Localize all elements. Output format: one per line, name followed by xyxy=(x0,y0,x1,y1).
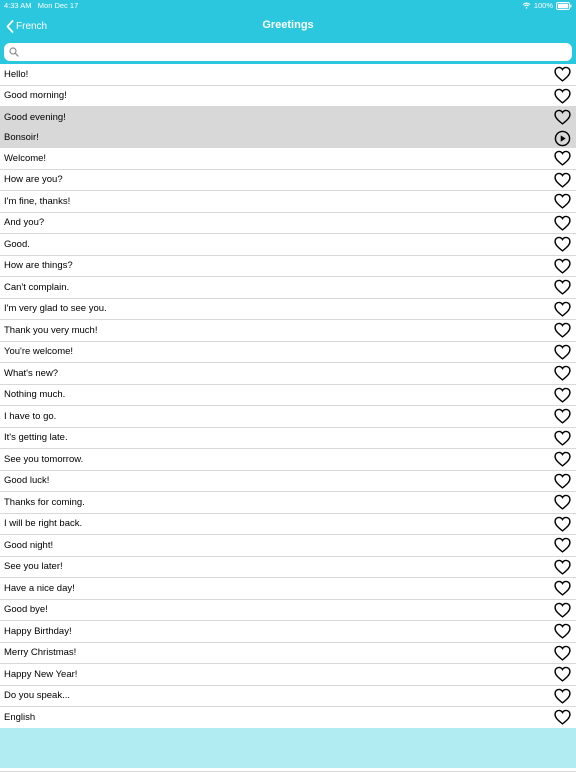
list-item[interactable] xyxy=(0,428,576,450)
list-item-label: Hello! xyxy=(4,68,29,80)
status-right xyxy=(522,1,572,10)
heart-icon[interactable] xyxy=(554,473,571,490)
nav-bar xyxy=(0,12,576,40)
heart-icon[interactable] xyxy=(554,623,571,640)
list-item[interactable] xyxy=(0,707,576,729)
status-time xyxy=(4,1,78,10)
list-item[interactable] xyxy=(0,664,576,686)
heart-icon[interactable] xyxy=(554,279,571,296)
heart-icon[interactable] xyxy=(554,559,571,576)
status-clock: 4:33 AM xyxy=(4,1,32,10)
list-item[interactable] xyxy=(0,514,576,536)
list-item-label: Can't complain. xyxy=(4,281,70,293)
heart-icon[interactable] xyxy=(554,451,571,468)
heart-icon[interactable] xyxy=(554,580,571,597)
wifi-icon xyxy=(522,2,531,9)
list-item[interactable] xyxy=(0,320,576,342)
page-title: Greetings xyxy=(262,19,314,31)
list-item[interactable] xyxy=(0,363,576,385)
back-label: French xyxy=(16,20,48,32)
list-item[interactable] xyxy=(0,686,576,708)
heart-icon[interactable] xyxy=(554,645,571,662)
list-item-label: Thanks for coming. xyxy=(4,496,85,508)
phrase-list xyxy=(0,64,576,728)
list-item-label: Merry Christmas! xyxy=(4,647,77,659)
heart-icon[interactable] xyxy=(554,172,571,189)
list-item[interactable] xyxy=(0,277,576,299)
heart-icon[interactable] xyxy=(554,365,571,382)
list-item[interactable] xyxy=(0,64,576,86)
list-item-label: What's new? xyxy=(4,367,59,379)
search-bar xyxy=(0,40,576,64)
list-item[interactable] xyxy=(0,385,576,407)
list-item[interactable] xyxy=(0,234,576,256)
list-item[interactable] xyxy=(0,643,576,665)
list-item-label: Bonsoir! xyxy=(4,132,39,144)
list-item[interactable] xyxy=(0,191,576,213)
list-item-label: Thank you very much! xyxy=(4,324,98,336)
list-item[interactable] xyxy=(0,342,576,364)
heart-icon[interactable] xyxy=(554,109,571,126)
list-item[interactable] xyxy=(0,535,576,557)
list-item[interactable] xyxy=(0,86,576,108)
list-item-label: See you tomorrow. xyxy=(4,453,84,465)
heart-icon[interactable] xyxy=(554,602,571,619)
list-item-label: Good bye! xyxy=(4,604,48,616)
heart-icon[interactable] xyxy=(554,537,571,554)
list-item-label: How are you? xyxy=(4,174,63,186)
list-item[interactable] xyxy=(0,578,576,600)
heart-icon[interactable] xyxy=(554,301,571,318)
list-item-label: I have to go. xyxy=(4,410,57,422)
heart-icon[interactable] xyxy=(554,430,571,447)
heart-icon[interactable] xyxy=(554,88,571,105)
heart-icon[interactable] xyxy=(554,66,571,83)
heart-icon[interactable] xyxy=(554,193,571,210)
list-item-label: Have a nice day! xyxy=(4,582,75,594)
list-item-label: I'm very glad to see you. xyxy=(4,303,107,315)
heart-icon[interactable] xyxy=(554,408,571,425)
list-item-label: And you? xyxy=(4,217,45,229)
list-item[interactable] xyxy=(0,256,576,278)
list-item-label: Good night! xyxy=(4,539,54,551)
list-item-label: Good morning! xyxy=(4,90,67,102)
list-item-label: See you later! xyxy=(4,561,63,573)
search-icon xyxy=(9,47,19,57)
list-item-label: How are things? xyxy=(4,260,73,272)
battery-icon xyxy=(556,2,572,10)
heart-icon[interactable] xyxy=(554,215,571,232)
heart-icon[interactable] xyxy=(554,709,571,726)
list-item-label: Happy New Year! xyxy=(4,668,78,680)
heart-icon[interactable] xyxy=(554,236,571,253)
battery-percent: 100% xyxy=(533,1,553,10)
list-item-label: I'm fine, thanks! xyxy=(4,195,71,207)
list-item-label: I will be right back. xyxy=(4,518,83,530)
list-item-label: Good luck! xyxy=(4,475,50,487)
list-item-label: Happy Birthday! xyxy=(4,625,72,637)
list-item[interactable] xyxy=(0,557,576,579)
list-item-label: Good evening! xyxy=(4,111,66,123)
list-item[interactable] xyxy=(0,299,576,321)
list-item-label: It's getting late. xyxy=(4,432,68,444)
heart-icon[interactable] xyxy=(554,344,571,361)
footer-bar xyxy=(0,728,576,768)
search-input[interactable] xyxy=(4,43,572,61)
heart-icon[interactable] xyxy=(554,516,571,533)
status-bar xyxy=(0,0,576,12)
list-item[interactable] xyxy=(0,449,576,471)
list-item[interactable] xyxy=(0,492,576,514)
list-item-label: Welcome! xyxy=(4,152,47,164)
heart-icon[interactable] xyxy=(554,688,571,705)
heart-icon[interactable] xyxy=(554,666,571,683)
list-item-label: Do you speak... xyxy=(4,690,71,702)
heart-icon[interactable] xyxy=(554,322,571,339)
list-item[interactable] xyxy=(0,621,576,643)
list-item[interactable] xyxy=(0,471,576,493)
status-date: Mon Dec 17 xyxy=(37,1,79,10)
heart-icon[interactable] xyxy=(554,387,571,404)
list-item[interactable] xyxy=(0,148,576,170)
list-item[interactable] xyxy=(0,107,576,128)
list-item[interactable] xyxy=(0,406,576,428)
list-item[interactable] xyxy=(0,600,576,622)
heart-icon[interactable] xyxy=(554,494,571,511)
list-item-label: English xyxy=(4,711,36,723)
list-item[interactable] xyxy=(0,213,576,235)
list-item-label: Good. xyxy=(4,238,30,250)
list-item-label: You're welcome! xyxy=(4,346,74,358)
list-item[interactable] xyxy=(0,170,576,192)
list-item-label: Nothing much. xyxy=(4,389,66,401)
heart-icon[interactable] xyxy=(554,150,571,167)
heart-icon[interactable] xyxy=(554,258,571,275)
list-item[interactable] xyxy=(0,128,576,149)
play-icon[interactable] xyxy=(554,130,571,147)
